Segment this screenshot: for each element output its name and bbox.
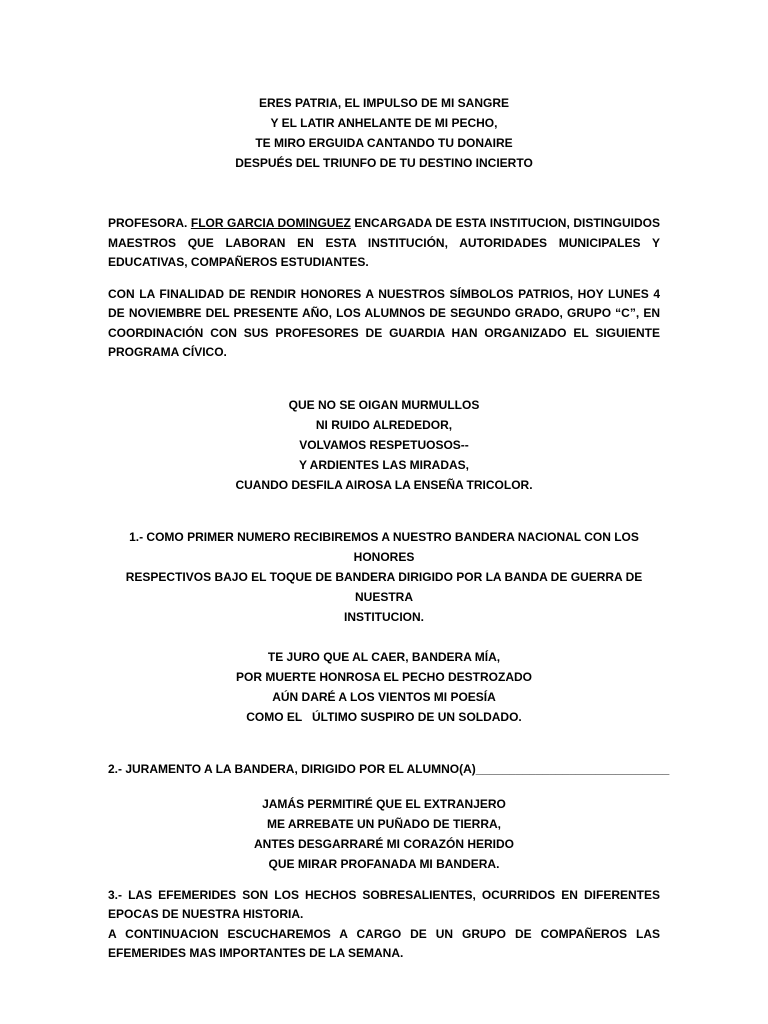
- greeting-rest: ENCARGADA DE ESTA INSTITUCION, DISTINGUIDOS MAESTROS QUE LABORAN EN ESTA INSTITUCIÓN, AUTORIDADES MUNICIPALES Y EDUCATIVAS, COMPAÑEROS ESTUDIANTES.: [108, 216, 661, 269]
- opening-verse: [108, 93, 660, 173]
- verse-line: ANTES DESGARRARÉ MI CORAZÓN HERIDO: [253, 836, 514, 851]
- greeting-prefix: PROFESORA.: [108, 216, 191, 230]
- verse-line: QUE MIRAR PROFANADA MI BANDERA.: [268, 856, 500, 871]
- flag-oath-verse: [108, 647, 660, 727]
- principal-name: FLOR GARCIA DOMINGUEZ: [190, 216, 351, 230]
- verse-line: QUE NO SE OIGAN MURMULLOS: [288, 397, 480, 412]
- verse-line: ERES PATRIA, EL IMPULSO DE MI SANGRE: [258, 96, 510, 110]
- verse-line: ME ARREBATE UN PUÑADO DE TIERRA,: [266, 816, 501, 831]
- verse-line: TE JURO QUE AL CAER, BANDERA MÍA,: [267, 649, 501, 664]
- item-line: 1.- COMO PRIMER NUMERO RECIBIREMOS A NUESTRO BANDERA NACIONAL CON LOS HONORES: [129, 529, 639, 564]
- verse-line: AÚN DARÉ A LOS VIENTOS MI POESÍA: [272, 689, 496, 704]
- program-item-1: [108, 527, 660, 627]
- program-item-2: 2.- JURAMENTO A LA BANDERA, DIRIGIDO POR EL ALUMNO(A)_____________________________: [108, 761, 670, 776]
- verse-line: VOLVAMOS RESPETUOSOS--: [299, 437, 469, 452]
- item-line: RESPECTIVOS BAJO EL TOQUE DE BANDERA DIRIGIDO POR LA BANDA DE GUERRA DE NUESTRA: [125, 569, 643, 604]
- verse-line: Y EL LATIR ANHELANTE DE MI PECHO,: [270, 116, 498, 130]
- greeting-paragraph: [108, 214, 660, 273]
- homeland-verse: [108, 794, 660, 874]
- respect-verse: [108, 395, 660, 495]
- verse-line: DESPUÉS DEL TRIUNFO DE TU DESTINO INCIERTO: [235, 156, 533, 170]
- program-item-3: [108, 886, 660, 964]
- purpose-paragraph: CON LA FINALIDAD DE RENDIR HONORES A NUESTROS SÍMBOLOS PATRIOS, HOY LUNES 4 DE NOVIEMBRE DEL PRESENTE AÑO, LOS ALUMNOS DE SEGUNDO GRADO, GRUPO “C”, EN COORDINACIÓN CON SUS PROFESORES DE GUARDIA HAN ORGANIZADO EL SIGUIENTE PROGRAMA CÍVICO.: [108, 286, 660, 359]
- verse-line: Y ARDIENTES LAS MIRADAS,: [298, 457, 469, 472]
- verse-line: CUANDO DESFILA AIROSA LA ENSEÑA TRICOLOR.: [235, 477, 533, 492]
- item-line: INSTITUCION.: [344, 609, 424, 624]
- verse-line: NI RUIDO ALREDEDOR,: [315, 417, 453, 432]
- verse-line: JAMÁS PERMITIRÉ QUE EL EXTRANJERO: [262, 796, 506, 811]
- verse-line: POR MUERTE HONROSA EL PECHO DESTROZADO: [235, 669, 533, 684]
- document-page: [108, 93, 670, 964]
- item-paragraph: 3.- LAS EFEMERIDES SON LOS HECHOS SOBRESALIENTES, OCURRIDOS EN DIFERENTES EPOCAS DE NUESTRA HISTORIA.: [108, 887, 660, 921]
- verse-line: COMO EL ÚLTIMO SUSPIRO DE UN SOLDADO.: [246, 709, 522, 724]
- verse-line: TE MIRO ERGUIDA CANTANDO TU DONAIRE: [255, 136, 513, 150]
- item-paragraph: A CONTINUACION ESCUCHAREMOS A CARGO DE UN GRUPO DE COMPAÑEROS LAS EFEMERIDES MAS IMPORTANTES DE LA SEMANA.: [108, 926, 660, 960]
